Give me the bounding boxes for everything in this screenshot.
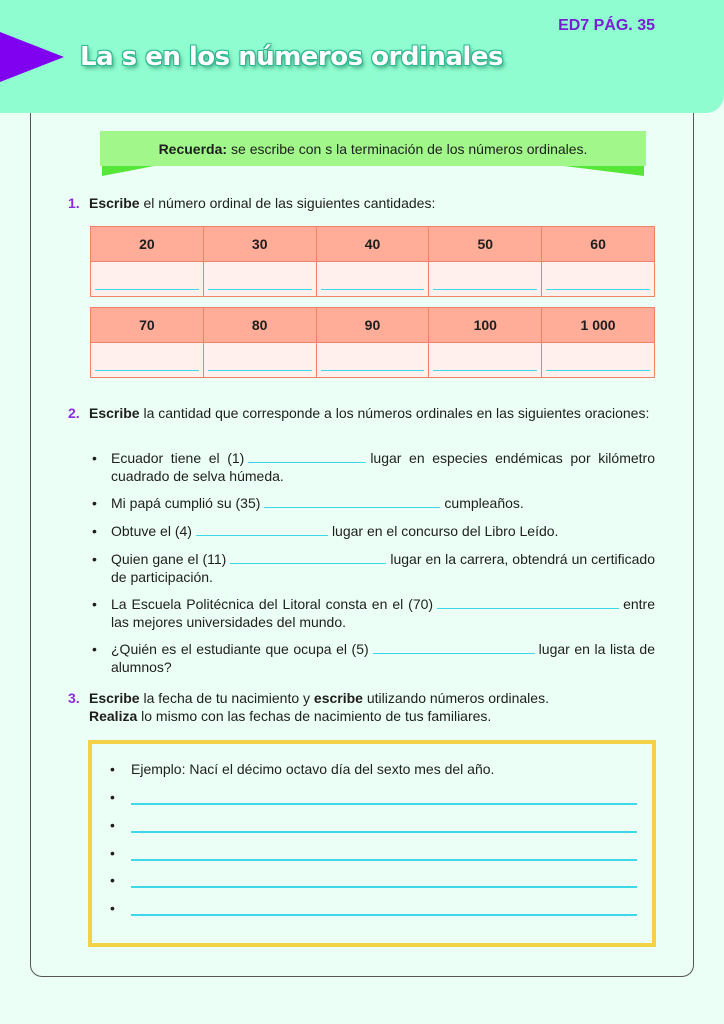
- reminder-banner: [100, 131, 646, 177]
- page-reference: ED7 PÁG. 35: [558, 17, 655, 34]
- list-item: • Mi papá cumplió su (35) cumpleaños.: [90, 495, 655, 513]
- answer-cell[interactable]: [542, 262, 655, 297]
- answer-line: [208, 289, 312, 291]
- answer-line: [433, 289, 537, 291]
- bullet-icon: •: [110, 872, 115, 888]
- table-header-cell: 90: [316, 308, 429, 343]
- answer-line: [546, 289, 650, 291]
- answer-cell[interactable]: [91, 343, 204, 378]
- arrow-icon: [0, 32, 64, 82]
- list-item: • ¿Quién es el estudiante que ocupa el (5) lugar en la lista de alumnos?: [90, 641, 655, 676]
- question-number: 2.: [68, 405, 80, 421]
- answer-cell[interactable]: [429, 343, 542, 378]
- instruction-verb: Escribe: [89, 195, 140, 211]
- banner-fold-left: [102, 166, 154, 176]
- answer-blank[interactable]: [437, 608, 619, 609]
- list-item: • Quien gane el (11) lugar en la carrera, obtendrá un certificado de participación.: [90, 551, 655, 586]
- bullet-icon: •: [110, 900, 115, 916]
- answer-line: [95, 289, 199, 291]
- answer-cell[interactable]: [91, 262, 204, 297]
- table-header-cell: 30: [203, 227, 316, 262]
- answer-line[interactable]: [131, 831, 637, 833]
- table-header-cell: 50: [429, 227, 542, 262]
- answer-line: [321, 289, 425, 291]
- list-item: • Obtuve el (4) lugar en el concurso del Libro Leído.: [90, 523, 655, 541]
- answer-line: [433, 370, 537, 372]
- answer-blank[interactable]: [196, 535, 328, 536]
- table-header-cell: 20: [91, 227, 204, 262]
- bullet-icon: •: [110, 761, 115, 777]
- question-2-prompt: [68, 404, 658, 422]
- question-3-prompt: 3. Escribe la fecha de tu nacimiento y escribe utilizando números ordinales. Realiza lo mismo con las fechas de nacimiento de tus familiares.: [68, 690, 549, 724]
- question-number: 3.: [68, 690, 80, 706]
- table-header-cell: 40: [316, 227, 429, 262]
- answer-line[interactable]: [131, 803, 637, 805]
- answer-line: [321, 370, 425, 372]
- example-text: Ejemplo: Nací el décimo octavo día del sexto mes del año.: [131, 761, 495, 777]
- instruction-verb: Escribe: [89, 405, 140, 421]
- question-1-prompt: [68, 194, 435, 212]
- list-item: • La Escuela Politécnica del Litoral consta en el (70) entre las mejores universidades del mundo.: [90, 596, 655, 631]
- table-header-cell: 70: [91, 308, 204, 343]
- answer-blank[interactable]: [264, 507, 440, 508]
- answer-line: [95, 370, 199, 372]
- list-item: • Ecuador tiene el (1) lugar en especies endémicas por kilómetro cuadrado de selva húmeda.: [90, 450, 655, 485]
- answer-cell[interactable]: [203, 262, 316, 297]
- question-number: 1.: [68, 195, 80, 211]
- bullet-icon: •: [110, 845, 115, 861]
- bullet-icon: •: [110, 789, 115, 805]
- table-header-cell: 1 000: [542, 308, 655, 343]
- reminder-text: se escribe con s la terminación de los números ordinales.: [231, 140, 588, 157]
- answer-box: [88, 740, 656, 947]
- bullet-icon: •: [110, 817, 115, 833]
- answer-blank[interactable]: [248, 462, 366, 463]
- answer-line[interactable]: [131, 914, 637, 916]
- banner-fold-right: [564, 166, 644, 176]
- answer-line[interactable]: [131, 886, 637, 888]
- page-title: La s en los números ordinales: [80, 42, 503, 72]
- table-header-cell: 100: [429, 308, 542, 343]
- table-header-cell: 80: [203, 308, 316, 343]
- table-header-cell: 60: [542, 227, 655, 262]
- answer-cell[interactable]: [316, 343, 429, 378]
- page-header: [0, 0, 724, 113]
- answer-blank[interactable]: [373, 653, 535, 654]
- instruction-text: la cantidad que corresponde a los números ordinales en las siguientes oraciones:: [143, 405, 650, 421]
- ordinal-table-2: [90, 307, 655, 378]
- answer-cell[interactable]: [203, 343, 316, 378]
- answer-cell[interactable]: [429, 262, 542, 297]
- answer-line[interactable]: [131, 859, 637, 861]
- answer-line: [208, 370, 312, 372]
- reminder-label: Recuerda:: [158, 140, 228, 157]
- ordinal-table-1: [90, 226, 655, 297]
- instruction-text: el número ordinal de las siguientes cantidades:: [143, 195, 436, 211]
- answer-blank[interactable]: [230, 563, 386, 564]
- answer-cell[interactable]: [542, 343, 655, 378]
- answer-cell[interactable]: [316, 262, 429, 297]
- answer-line: [546, 370, 650, 372]
